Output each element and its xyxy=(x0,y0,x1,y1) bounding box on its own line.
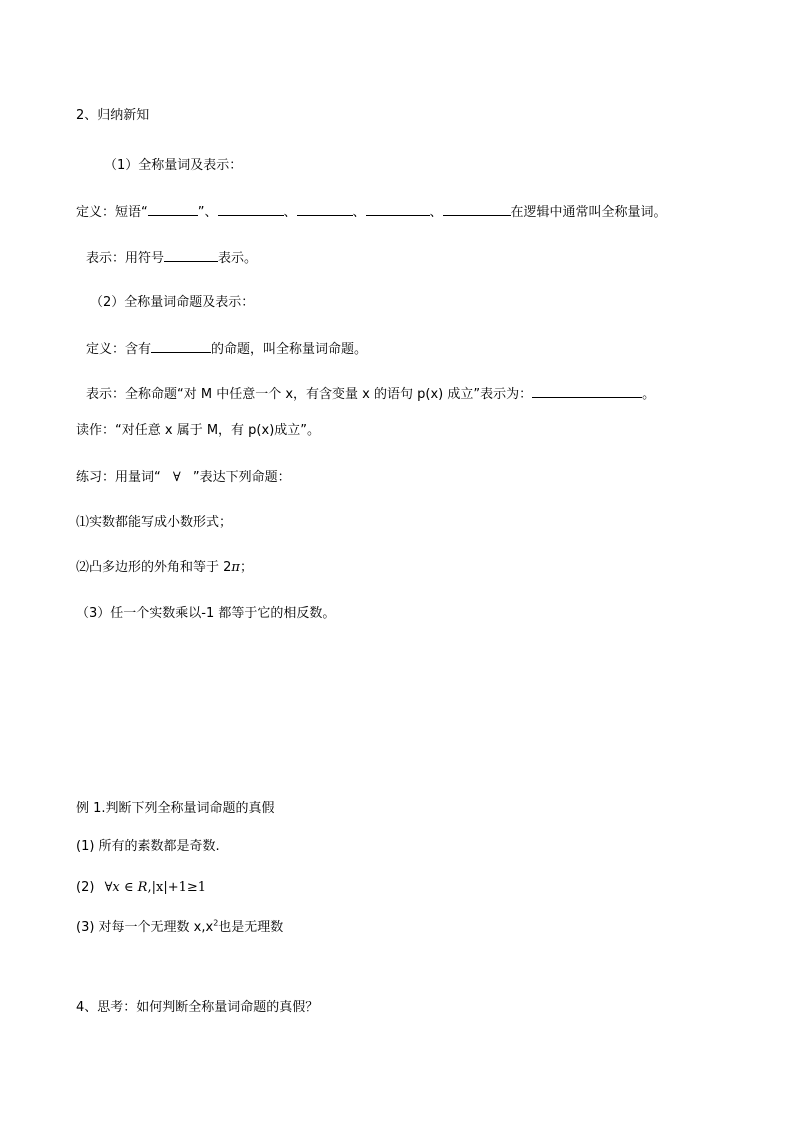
pi-symbol: π xyxy=(231,560,240,575)
exercise-title xyxy=(76,469,291,487)
section4-title: 4、思考：如何判断全称量词命题的真假？ xyxy=(76,1000,319,1015)
exercise-suffix: ”表达下列命题： xyxy=(192,470,291,485)
math-expression: ,|x|+1≥1 xyxy=(147,880,207,895)
universal-proposition-notation xyxy=(86,384,655,404)
definition-prefix: 定义：短语“ xyxy=(76,205,148,220)
exercise-item xyxy=(76,559,253,577)
math-set: R xyxy=(137,880,148,895)
fill-blank[interactable] xyxy=(297,202,353,216)
example-item xyxy=(76,879,206,897)
exercise-prefix: 练习：用量词“ xyxy=(76,470,161,485)
fill-blank[interactable] xyxy=(151,339,211,353)
fill-blank[interactable] xyxy=(218,202,284,216)
math-variable: x xyxy=(112,880,120,895)
example-item-text: 也是无理数 xyxy=(218,920,284,935)
example-item xyxy=(76,919,283,937)
example-title: 例 1.判断下列全称量词命题的真假 xyxy=(76,801,275,816)
forall-symbol: ∀ xyxy=(172,470,181,485)
fill-blank[interactable] xyxy=(443,202,511,216)
definition-sep: ”、 xyxy=(197,205,218,220)
notation-suffix: 表示。 xyxy=(218,251,258,266)
fill-blank[interactable] xyxy=(164,248,218,262)
definition-suffix: 在逻辑中通常叫全称量词。 xyxy=(510,205,667,220)
prop-def-prefix: 定义：含有 xyxy=(86,342,152,357)
prop-def-suffix: 的命题，叫全称量词命题。 xyxy=(211,342,368,357)
part2-heading: （2）全称量词命题及表示： xyxy=(90,295,255,310)
fill-blank[interactable] xyxy=(366,202,430,216)
universal-proposition-definition xyxy=(86,339,367,359)
exercise-item-text: ⑵凸多边形的外角和等于 2 xyxy=(76,560,232,575)
definition-sep: 、 xyxy=(352,205,366,220)
notation-prefix: 表示：用符号 xyxy=(86,251,165,266)
example-item: (1) 所有的素数都是奇数. xyxy=(76,839,220,854)
reading-line: 读作：“对任意 x 属于 M，有 p(x)成立”。 xyxy=(76,423,320,438)
example-item-label: (2) xyxy=(76,880,95,895)
prop-notation-prefix: 表示：全称命题“对 M 中任意一个 x，有含变量 x 的语句 p(x) 成立”表示为： xyxy=(86,387,533,402)
fill-blank[interactable] xyxy=(532,384,642,398)
exercise-item: （3）任一个实数乘以-1 都等于它的相反数。 xyxy=(76,606,336,621)
prop-notation-suffix: 。 xyxy=(642,387,656,402)
fill-blank[interactable] xyxy=(148,202,198,216)
part1-heading: （1）全称量词及表示： xyxy=(104,158,243,173)
element-of-symbol: ∈ xyxy=(123,880,134,895)
section2-title: 2、归纳新知 xyxy=(76,108,150,123)
exercise-item: ⑴实数都能写成小数形式； xyxy=(76,515,233,530)
exercise-item-end: ； xyxy=(239,560,253,575)
definition-sep: 、 xyxy=(283,205,297,220)
forall-symbol: ∀ xyxy=(104,880,113,895)
universal-quantifier-definition xyxy=(76,202,667,222)
superscript: 2 xyxy=(213,918,219,928)
universal-quantifier-notation xyxy=(86,248,257,268)
example-item-text: (3) 对每一个无理数 x,x xyxy=(76,920,214,935)
definition-sep: 、 xyxy=(429,205,443,220)
